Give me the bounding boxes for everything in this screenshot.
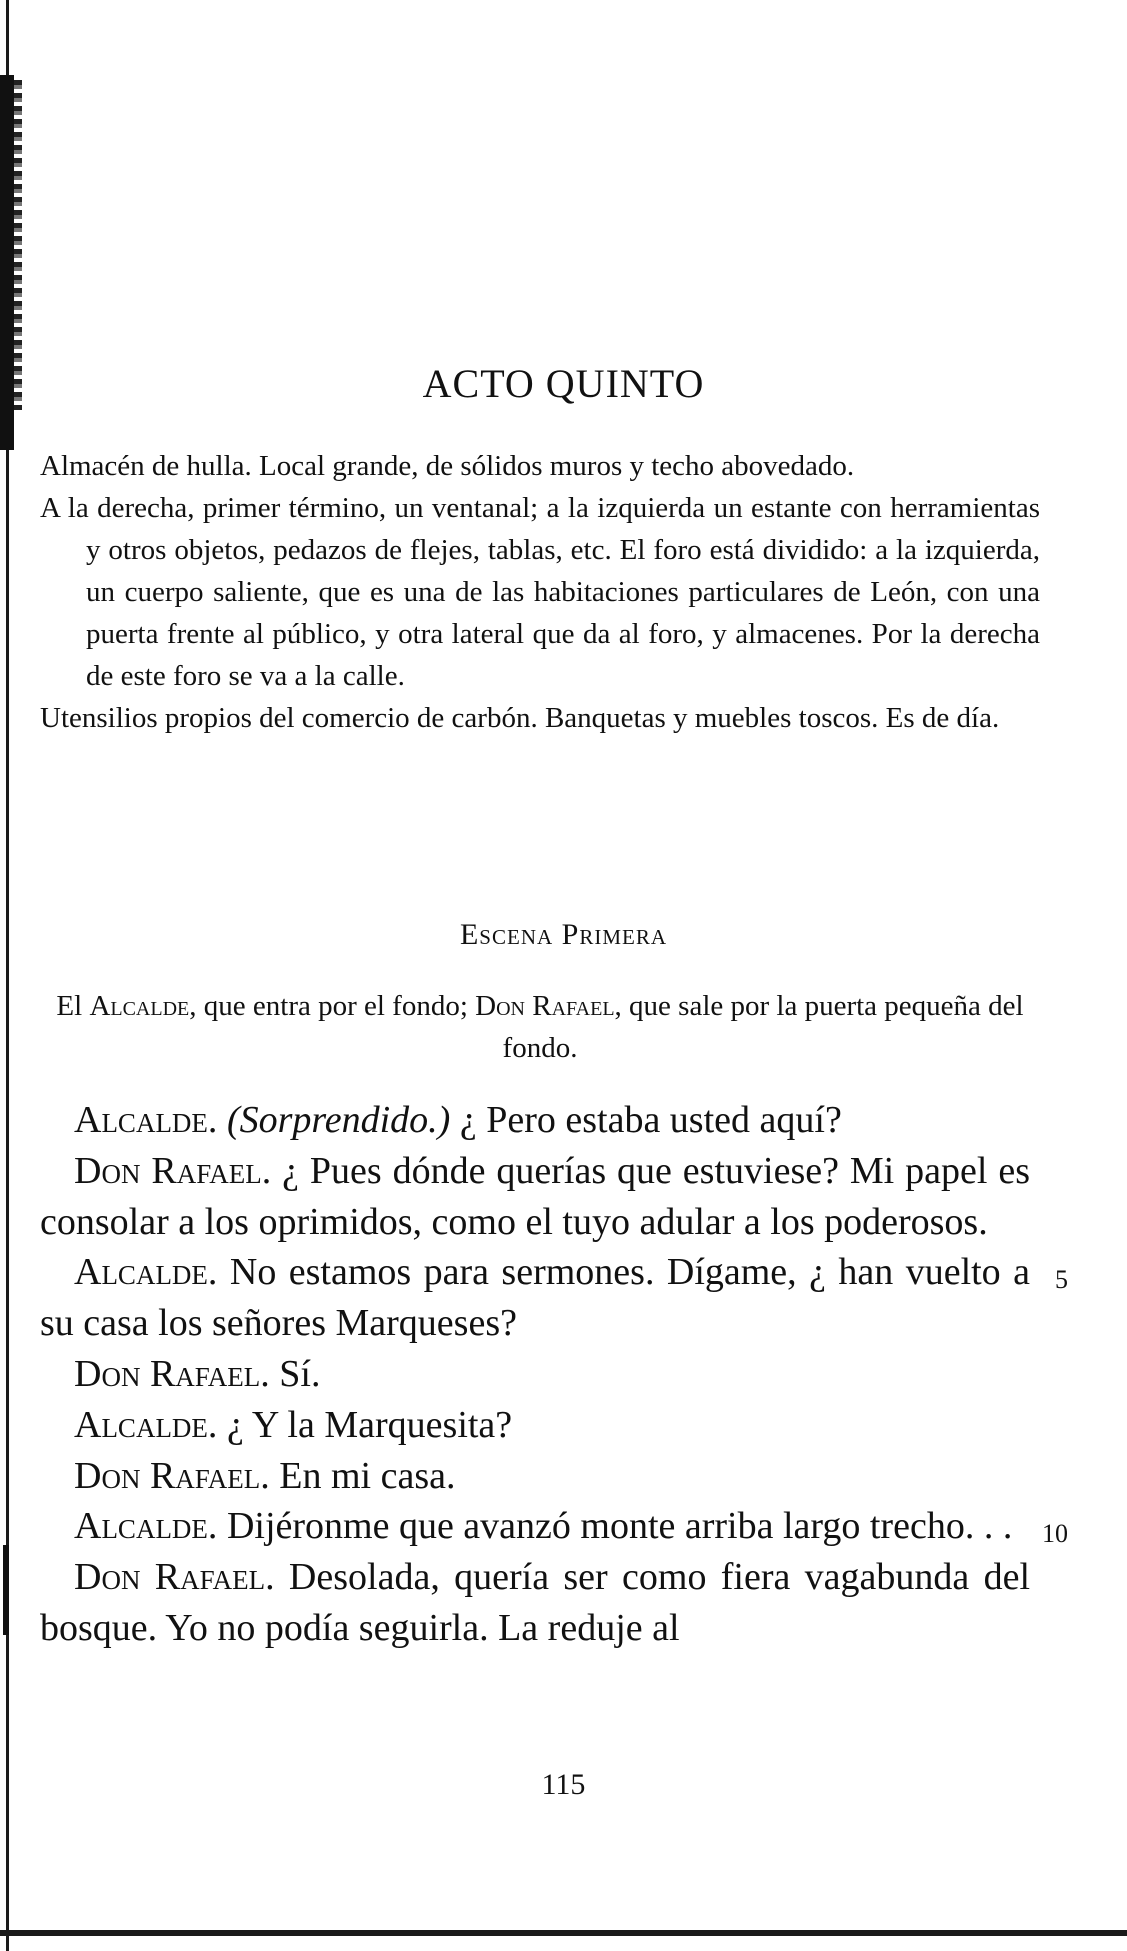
page-edge-bottom [0,1930,1127,1936]
dialogue-line: Don Rafael. Desolada, quería ser como fiera vagabunda del bosque. Yo no podía seguirla. La reduje al [40,1556,1031,1649]
character-name: Alcalde [89,990,190,1022]
speaker-name: Alcalde. [74,1505,218,1548]
dialogue-line: Alcalde. ¿ Y la Marquesita? [74,1403,513,1446]
dialogue [40,1095,1068,1654]
stage-direction: A la derecha, primer término, un ventanal; a la izquierda un estante con herramientas y otros objetos, pedazos de flejes, tablas, etc. El foro está dividido: a la izquierda, un cuerpo saliente, que es una de las habitaciones particulares de León, con una puerta frente al público, y otra lateral que da al foro, y almacenes. Por la derecha de este foro se va a la calle. [40,492,1040,692]
scan-edge-mark [3,1545,9,1635]
line-number: 10 [1042,1519,1068,1549]
speaker-name: Don Rafael. [74,1352,270,1395]
dialogue-line: Don Rafael. Sí. [74,1352,321,1395]
stage-note: (Sorprendido.) [226,1099,451,1141]
dialogue-line: Don Rafael. ¿ Pues dónde querías que estuviese? Mi papel es consolar a los oprimidos, como el tuyo adular a los poderosos. [40,1149,1030,1243]
dialogue-line: Don Rafael. En mi casa. [74,1454,456,1497]
page-number: 115 [541,1768,586,1801]
stage-direction: Almacén de hulla. Local grande, de sólidos muros y techo abovedado. [40,450,855,482]
dialogue-line: Alcalde. Dijéronme que avanzó monte arriba largo trecho. . . 10 [40,1501,1030,1552]
speaker-name: Don Rafael. [74,1149,272,1192]
character-name: Don Rafael [475,990,615,1022]
speaker-name: Don Rafael. [74,1454,270,1497]
speaker-name: Alcalde. [74,1251,218,1294]
stage-direction: Utensilios propios del comercio de carbón. Banquetas y muebles toscos. Es de día. [40,702,1000,734]
dialogue-line: Alcalde. (Sorprendido.) ¿ Pero estaba usted aquí? [74,1099,842,1141]
act-title: ACTO QUINTO [422,361,705,406]
line-number: 5 [1055,1265,1068,1295]
stage-directions [40,445,1040,739]
speaker-name: Don Rafael. [74,1556,275,1599]
speaker-name: Alcalde. [74,1403,218,1446]
dialogue-line: Alcalde. No estamos para sermones. Dígame, ¿ han vuelto a su casa los señores Marqueses? 5 [40,1251,1068,1345]
scene-characters: El Alcalde, que entra por el fondo; Don Rafael, que sale por la puerta pequeña del fondo. [56,990,1024,1064]
scene-title: Escena Primera [459,918,668,951]
speaker-name: Alcalde. [74,1099,218,1141]
